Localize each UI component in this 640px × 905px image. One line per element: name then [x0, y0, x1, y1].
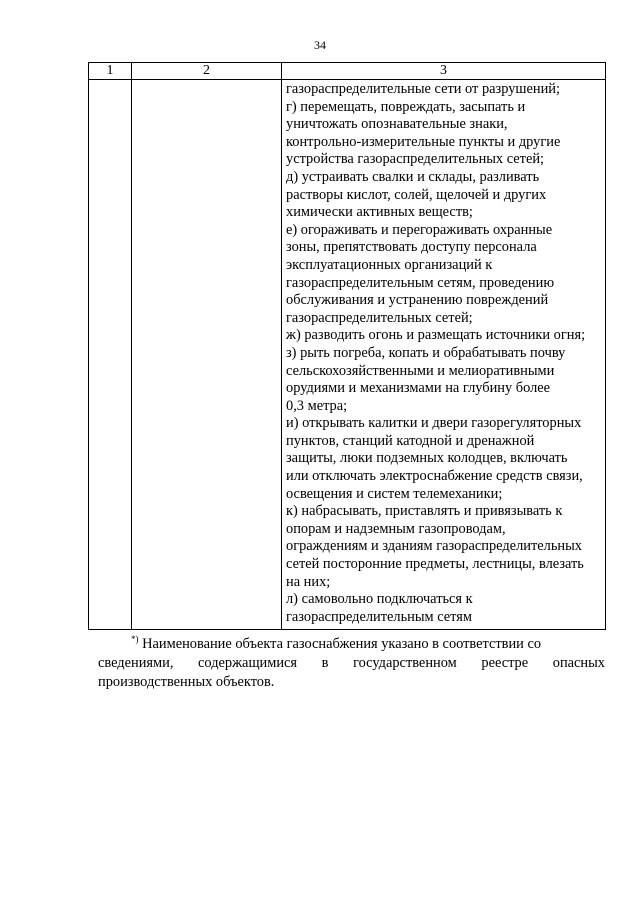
column-header-2: 2 [132, 63, 282, 80]
footnote-line-1 [98, 635, 605, 654]
cell-text-line: з) рыть погреба, копать и обрабатывать почву [286, 344, 566, 361]
cell-text-line: эксплуатационных организаций к [286, 256, 493, 273]
cell-text-line: химически активных веществ; [286, 204, 473, 221]
column-header-1: 1 [89, 63, 132, 80]
cell-text-line: пунктов, станций катодной и дренажной [286, 432, 535, 449]
footnote [98, 635, 605, 692]
cell-text-line: газораспределительных сетей; [286, 309, 473, 326]
footnote-line-2 [98, 654, 605, 673]
footnote-word: в [321, 655, 329, 671]
cell-text-line: контрольно-измерительные пункты и другие [286, 133, 561, 150]
cell-text-line: на них; [286, 573, 331, 590]
cell-text-line: д) устраивать свалки и склады, разливать [286, 168, 540, 185]
cell-text-line: растворы кислот, солей, щелочей и других [286, 186, 547, 203]
footnote-text-1: Наименование объекта газоснабжения указано в соответствии со [142, 636, 542, 652]
cell-text-line: ж) разводить огонь и размещать источники огня; [286, 327, 586, 344]
table-header-row [89, 63, 606, 80]
cell-text-line: орудиями и механизмами на глубину более [286, 380, 551, 397]
cell-text-line: газораспределительным сетям, проведению [286, 274, 555, 291]
cell-text-line: 0,3 метра; [286, 397, 348, 414]
cell-text-line: уничтожать опознавательные знаки, [286, 116, 508, 133]
cell-text-line: и) открывать калитки и двери газорегуляторных [286, 415, 582, 432]
cell-text-line: ограждениям и зданиям газораспределительных [286, 538, 582, 555]
cell-text-line: защиты, люки подземных колодцев, включать [286, 450, 568, 467]
cell-text-line: устройства газораспределительных сетей; [286, 151, 545, 168]
footnote-word: опасных [552, 655, 605, 671]
cell-text-line: газораспределительные сети от разрушений; [286, 81, 560, 97]
footnote-word: сведениями, [98, 655, 174, 671]
cell-text-line: газораспределительным сетям [286, 608, 473, 625]
cell-text-line: или отключать электроснабжение средств связи, [286, 468, 583, 485]
cell-text-line: сельскохозяйственными и мелиоративными [286, 362, 555, 379]
cell-text-line: сетей посторонние предметы, лестницы, влезать [286, 556, 584, 573]
footnote-word: содержащимися [198, 655, 298, 671]
page-number: 34 [314, 38, 326, 52]
cell-text-line: е) огораживать и перегораживать охранные [286, 221, 553, 238]
column-header-3: 3 [282, 63, 606, 80]
cell-text-line: зоны, препятствовать доступу персонала [286, 239, 537, 256]
table-cell-col1 [89, 80, 132, 630]
cell-text-line: л) самовольно подключаться к [286, 591, 473, 608]
footnote-word: реестре [481, 655, 529, 671]
footnote-marker: *) [131, 634, 139, 644]
footnote-word: государственном [353, 655, 457, 671]
cell-text-line: освещения и систем телемеханики; [286, 485, 503, 502]
content-table [88, 62, 606, 630]
table-cell-col3 [282, 80, 606, 630]
table-row [89, 80, 606, 630]
cell-text-line: обслуживания и устранению повреждений [286, 292, 549, 309]
footnote-line-3: производственных объектов. [98, 674, 275, 690]
cell-text-line: г) перемещать, повреждать, засыпать и [286, 98, 526, 115]
cell-text-line: опорам и надземным газопроводам, [286, 520, 506, 537]
cell-text-line: к) набрасывать, приставлять и привязывать к [286, 503, 563, 520]
table-cell-col2 [132, 80, 282, 630]
